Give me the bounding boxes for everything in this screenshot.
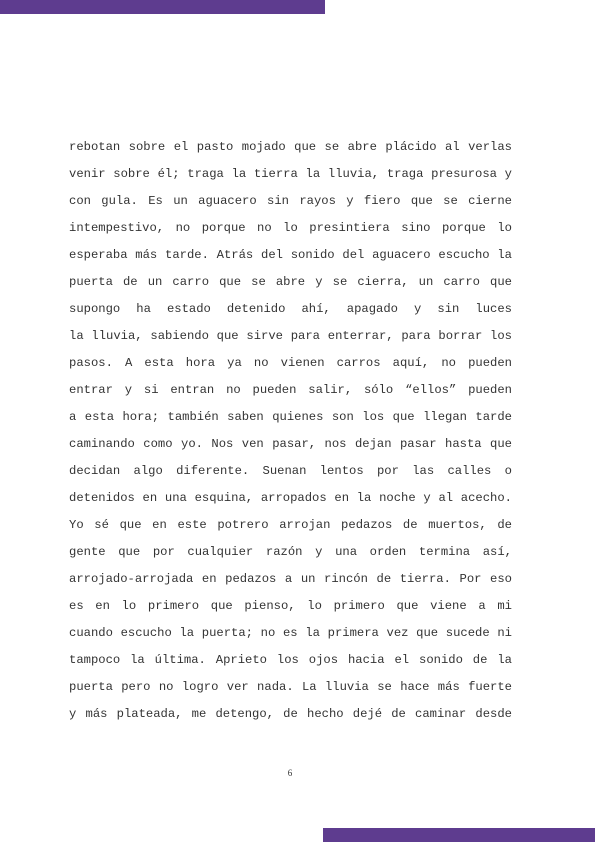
- top-decorative-bar: [0, 0, 325, 14]
- text-line: tampoco la última. Aprieto los ojos hacia el sonido de la: [69, 653, 512, 667]
- text-line: pasos. A esta hora ya no vienen carros aquí, no pueden: [69, 356, 512, 370]
- text-line: a esta hora; también saben quienes son los que llegan tarde: [69, 410, 512, 424]
- text-line: puerta de un carro que se abre y se cierra, un carro que: [69, 275, 512, 289]
- text-line: Yo sé que en este potrero arrojan pedazos de muertos, de: [69, 518, 512, 532]
- text-line: rebotan sobre el pasto mojado que se abre plácido al verlas: [69, 140, 512, 154]
- text-line: gente que por cualquier razón y una orden termina así,: [69, 545, 512, 559]
- text-line: arrojado-arrojada en pedazos a un rincón de tierra. Por eso: [69, 572, 512, 586]
- text-line: con gula. Es un aguacero sin rayos y fiero que se cierne: [69, 194, 512, 208]
- text-line: y más plateada, me detengo, de hecho dejé de caminar desde: [69, 707, 512, 721]
- page-number: 6: [287, 768, 293, 778]
- text-line: venir sobre él; traga la tierra la lluvia, traga presurosa y: [69, 167, 512, 181]
- text-line: entrar y si entran no pueden salir, sólo “ellos” pueden: [69, 383, 512, 397]
- text-line: supongo ha estado detenido ahí, apagado y sin luces: [69, 302, 512, 316]
- text-line: intempestivo, no porque no lo presintiera sino porque lo: [69, 221, 512, 235]
- body-text: [69, 134, 512, 728]
- text-line: decidan algo diferente. Suenan lentos por las calles o: [69, 464, 512, 478]
- text-line: caminando como yo. Nos ven pasar, nos dejan pasar hasta que: [69, 437, 512, 451]
- bottom-decorative-bar: [323, 828, 595, 842]
- text-line: la lluvia, sabiendo que sirve para enterrar, para borrar los: [69, 329, 512, 343]
- text-line: puerta pero no logro ver nada. La lluvia se hace más fuerte: [69, 680, 512, 694]
- text-line: cuando escucho la puerta; no es la primera vez que sucede ni: [69, 626, 512, 640]
- text-line: es en lo primero que pienso, lo primero que viene a mi: [69, 599, 512, 613]
- text-line: detenidos en una esquina, arropados en la noche y al acecho.: [69, 491, 512, 505]
- text-line: esperaba más tarde. Atrás del sonido del aguacero escucho la: [69, 248, 512, 262]
